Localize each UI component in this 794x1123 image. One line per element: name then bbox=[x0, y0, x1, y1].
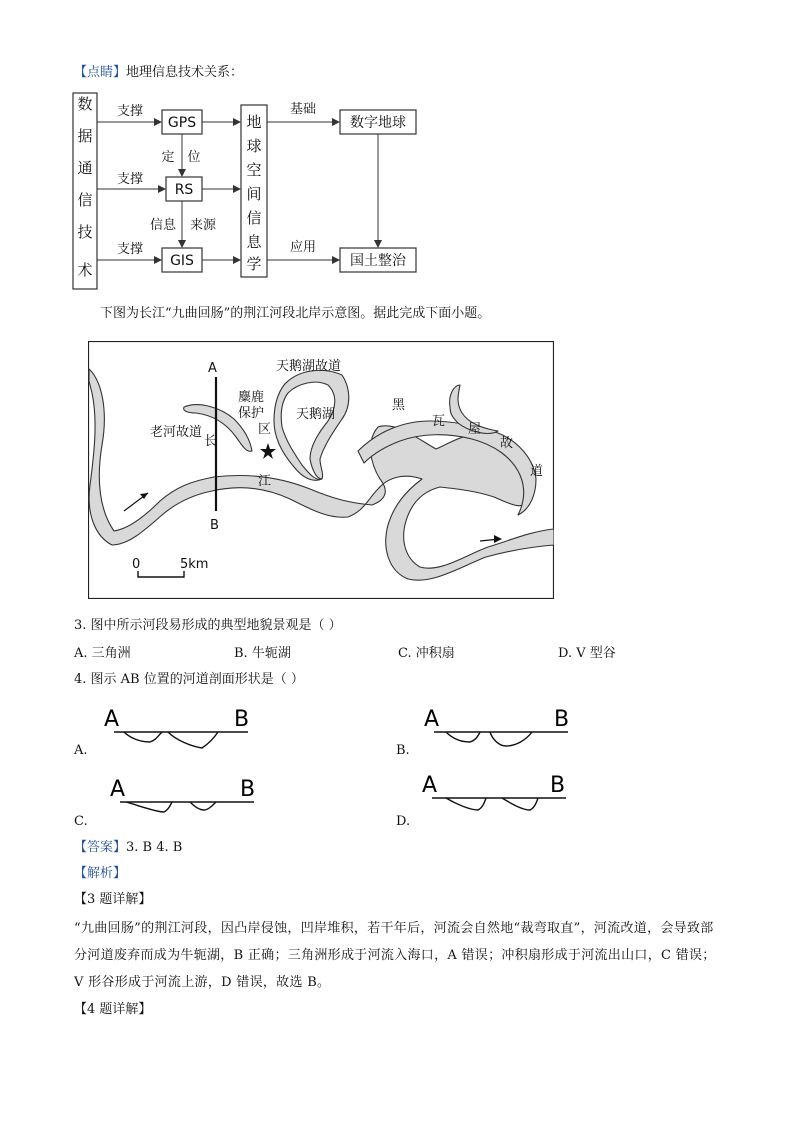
scale-zero: 0 bbox=[132, 557, 141, 572]
answer-line bbox=[74, 839, 182, 857]
profile-d bbox=[420, 770, 580, 820]
map-label-b: B bbox=[210, 518, 219, 533]
left-char-3: 信 bbox=[77, 191, 93, 209]
changjiang-jiang: 江 bbox=[258, 474, 272, 489]
heiwawu-hei: 黑 bbox=[392, 398, 406, 413]
heiwawu-gu: 故 bbox=[500, 436, 514, 451]
profile-b-label-a: A bbox=[424, 707, 440, 732]
profile-c-label-b: B bbox=[240, 777, 256, 802]
jingjiang-map bbox=[88, 341, 554, 599]
left-char-4: 技 bbox=[77, 223, 93, 241]
q3-option-c: C. 冲积扇 bbox=[398, 646, 455, 661]
heiwawu-dao: 道 bbox=[530, 464, 544, 479]
support-label-1: 支撑 bbox=[116, 104, 144, 119]
q4-option-a: A. bbox=[74, 743, 88, 758]
analysis-tag: 【解析】 bbox=[74, 866, 127, 881]
left-char-2: 通 bbox=[77, 159, 93, 177]
q3-option-b: B. 牛轭湖 bbox=[234, 646, 291, 661]
basis-label: 基础 bbox=[289, 102, 317, 117]
profile-a-label-a: A bbox=[104, 707, 120, 732]
mid-char-4: 信 bbox=[246, 209, 262, 227]
q3-option-a: A. 三角洲 bbox=[74, 646, 131, 661]
answer-tag: 【答案】 bbox=[74, 840, 127, 855]
answer-text: 3. B 4. B bbox=[126, 840, 183, 855]
apply-label: 应用 bbox=[289, 240, 317, 255]
locate-label-2: 位 bbox=[187, 150, 201, 165]
mid-char-2: 空 bbox=[246, 161, 262, 179]
intro-text: 下图为长江“九曲回肠”的荆江河段北岸示意图。据此完成下面小题。 bbox=[100, 306, 491, 321]
support-label-2: 支撑 bbox=[116, 172, 144, 187]
dianjing-line bbox=[74, 64, 243, 82]
rs-label: RS bbox=[174, 182, 194, 198]
milu-label-1: 麋鹿 bbox=[238, 390, 265, 405]
q4-stem: 4. 图示 AB 位置的河道剖面形状是（ ） bbox=[74, 672, 304, 687]
digital-earth-label: 数字地球 bbox=[350, 115, 406, 131]
dianjing-tag: 【点睛】 bbox=[74, 65, 127, 80]
profile-d-label-a: A bbox=[422, 773, 438, 798]
mid-char-0: 地 bbox=[246, 113, 262, 131]
gis-label: GIS bbox=[170, 253, 194, 269]
mid-char-6: 学 bbox=[246, 255, 262, 273]
map-label-a: A bbox=[208, 361, 217, 376]
mid-char-3: 间 bbox=[246, 185, 262, 203]
q3-stem: 3. 图中所示河段易形成的典型地貌景观是（ ） bbox=[74, 618, 342, 633]
tianehu-old-label: 天鹅湖故道 bbox=[276, 359, 342, 374]
profile-c-label-a: A bbox=[110, 777, 126, 802]
locate-label-1: 定 bbox=[161, 150, 175, 165]
dianjing-text: 地理信息技术关系： bbox=[126, 65, 244, 80]
profile-a bbox=[100, 700, 260, 750]
heiwawu-wa: 瓦 bbox=[432, 414, 446, 429]
tianehu-label: 天鹅湖 bbox=[296, 407, 336, 422]
gps-label: GPS bbox=[167, 115, 197, 131]
left-char-1: 据 bbox=[77, 127, 93, 145]
milu-label-2: 保护 bbox=[238, 406, 265, 421]
scale-five: 5km bbox=[180, 557, 209, 572]
q4-option-c: C. bbox=[74, 814, 88, 829]
detail4-tag: 【4 题详解】 bbox=[74, 1002, 152, 1017]
heiwawu-wu: 屋 bbox=[468, 422, 482, 437]
profile-d-label-b: B bbox=[550, 773, 566, 798]
geo-tech-diagram bbox=[60, 85, 440, 295]
profile-a-label-b: B bbox=[234, 707, 250, 732]
info-label-2: 来源 bbox=[189, 218, 217, 233]
mid-char-1: 球 bbox=[246, 137, 262, 155]
profile-b bbox=[420, 700, 580, 750]
laohe-label: 老河故道 bbox=[150, 425, 203, 440]
detail3-tag: 【3 题详解】 bbox=[74, 892, 152, 907]
left-char-5: 术 bbox=[77, 261, 93, 279]
detail3-text: “九曲回肠”的荆江河段，因凸岸侵蚀，凹岸堆积，若干年后，河流会自然地“裁弯取直”，河流改道，会导致部分河道废弃而成为牛轭湖，B 正确；三角洲形成于河流入海口，A 错误；冲积扇形成于河流出山口，C 错误；V 形谷形成于河流上游，D 错误，故选 B。 bbox=[74, 921, 716, 990]
changjiang-chang: 长 bbox=[204, 434, 218, 449]
q3-option-d: D. V 型谷 bbox=[558, 646, 616, 661]
profile-b-label-b: B bbox=[554, 707, 570, 732]
q4-option-d: D. bbox=[396, 814, 411, 829]
milu-label-3: 区 bbox=[258, 422, 272, 437]
profile-c bbox=[100, 770, 270, 820]
support-label-3: 支撑 bbox=[116, 242, 144, 257]
info-label-1: 信息 bbox=[149, 218, 177, 233]
left-char-0: 数 bbox=[77, 95, 93, 113]
mid-char-5: 息 bbox=[246, 233, 262, 251]
q4-option-b: B. bbox=[396, 743, 410, 758]
land-rectify-label: 国土整治 bbox=[350, 253, 406, 269]
